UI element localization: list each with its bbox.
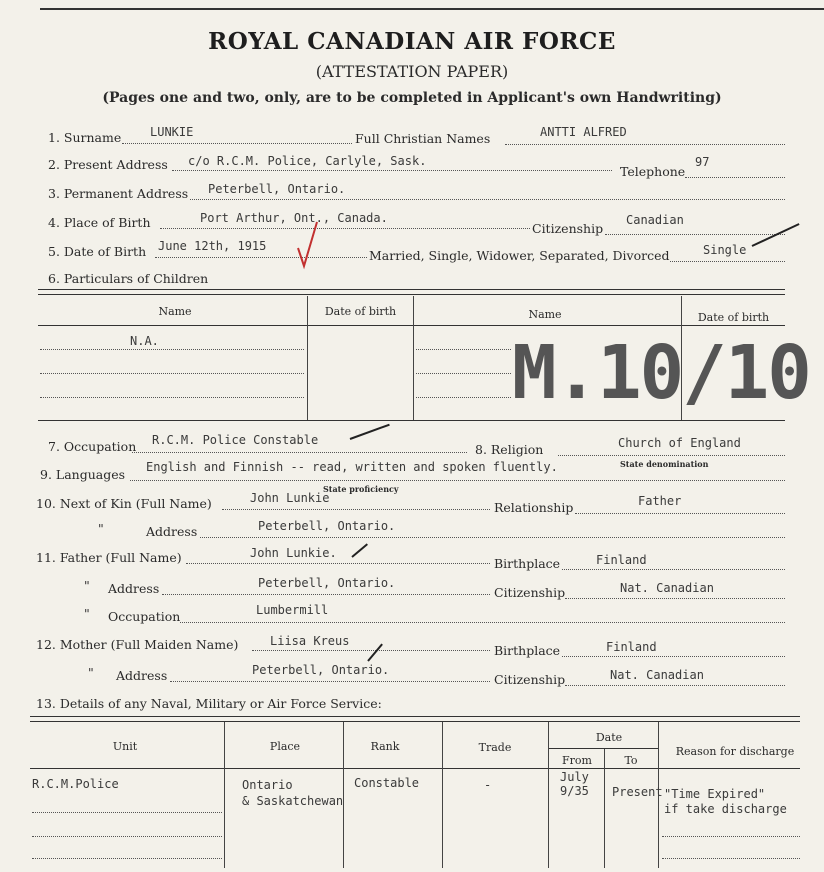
father-ditto-2: " [84,606,90,621]
children-header-name-2: Name [528,308,562,321]
service-from-value-2: 9/35 [560,784,589,798]
permanent-address-label: 3. Permanent Address [48,186,189,201]
children-header-name-1: Name [158,305,192,318]
place-of-birth-label: 4. Place of Birth [48,215,151,230]
handwriting-instruction: (Pages one and two, only, are to be completed in Applicant's own Handwriting) [102,90,722,106]
surname-label: 1. Surname [48,130,122,145]
service-header-date: Date [595,731,623,744]
service-row-line-5 [662,858,800,859]
father-citizenship-value: Nat. Canadian [620,581,714,595]
christian-names-value: ANTTI ALFRED [540,125,627,139]
service-row-line-4 [662,836,800,837]
service-reason-value-2: if take discharge [664,802,787,816]
nok-address-label: Address [146,524,198,539]
father-ditto-1: " [84,578,90,593]
service-row-line-1 [32,812,222,813]
religion-line [558,455,785,456]
pen-tick-occupation [350,424,390,440]
father-address-line [162,594,490,595]
mother-citizenship-label: Citizenship [494,672,566,687]
service-divider-3 [442,722,443,868]
telephone-label: Telephone [620,164,686,179]
children-row-line-1 [40,349,304,350]
next-of-kin-label: 10. Next of Kin (Full Name) [36,496,212,511]
children-header-dob-2: Date of birth [697,311,770,324]
service-place-value-1: Ontario [242,778,293,792]
father-occupation-line [180,622,785,623]
children-header-dob-1: Date of birth [324,305,397,318]
father-occupation-value: Lumbermill [256,603,329,617]
father-label: 11. Father (Full Name) [36,550,182,565]
languages-line [130,480,785,481]
father-address-label: Address [108,581,160,596]
children-first-cell: N.A. [130,334,159,348]
telephone-value: 97 [695,155,710,169]
children-row-line-3 [40,397,304,398]
mother-address-value: Peterbell, Ontario. [252,663,390,677]
date-of-birth-value: June 12th, 1915 [158,239,267,253]
children-label: 6. Particulars of Children [48,271,209,286]
service-header-trade: Trade [478,741,512,754]
mother-ditto: " [88,665,94,680]
father-citizenship-label: Citizenship [494,585,566,600]
children-divider-2 [413,296,414,420]
service-header-unit: Unit [112,740,138,753]
children-header-rule [38,325,785,326]
mother-birthplace-label: Birthplace [494,643,561,658]
service-row-line-2 [32,836,222,837]
father-birthplace-label: Birthplace [494,556,561,571]
mother-value: Liisa Kreus [270,634,350,648]
marital-status-label: Married, Single, Widower, Separated, Divorced [369,248,670,263]
marital-status-value: Single [703,243,747,257]
service-header-rank: Rank [370,740,400,753]
present-address-line [172,170,612,171]
permanent-address-line [190,199,785,200]
children-table-bottom [38,420,785,421]
service-row-line-3 [32,858,222,859]
service-divider-5 [604,749,605,868]
languages-label: 9. Languages [40,467,126,482]
document-title: ROYAL CANADIAN AIR FORCE [208,28,616,55]
christian-names-line [505,144,785,145]
service-from-value-1: July [560,770,589,784]
religion-label: 8. Religion [475,442,544,457]
service-label: 13. Details of any Naval, Military or Air Force Service: [36,696,382,711]
father-line [186,563,490,564]
service-header-to: To [624,754,638,767]
father-address-value: Peterbell, Ontario. [258,576,396,590]
children-row-line-6 [416,397,511,398]
service-rank-value: Constable [354,776,420,790]
file-stamp: M.10/10 [512,330,810,416]
relationship-label: Relationship [494,500,574,515]
marital-status-line [670,261,785,262]
permanent-address-value: Peterbell, Ontario. [208,182,346,196]
father-occupation-label: Occupation [108,609,181,624]
citizenship-value: Canadian [626,213,684,227]
children-table-top2 [38,294,785,295]
children-table-top [38,289,785,290]
children-row-line-2 [40,373,304,374]
occupation-value: R.C.M. Police Constable [152,433,319,447]
mother-line [252,650,490,651]
children-row-line-5 [416,373,511,374]
mother-birthplace-value: Finland [606,640,657,654]
next-of-kin-line [222,509,490,510]
service-header-place: Place [269,740,301,753]
nok-ditto-mark: " [98,521,104,536]
date-of-birth-label: 5. Date of Birth [48,244,147,259]
pen-tick-father [351,543,368,557]
service-table-top [30,716,800,717]
service-header-rule [30,768,800,769]
state-denomination-note: State denomination [620,459,709,469]
religion-value: Church of England [618,436,741,450]
christian-names-label: Full Christian Names [355,131,491,146]
service-divider-4 [548,722,549,868]
place-of-birth-line [160,228,530,229]
present-address-value: c/o R.C.M. Police, Carlyle, Sask. [188,154,427,168]
service-reason-value-1: "Time Expired" [664,787,766,801]
languages-value: English and Finnish -- read, written and spoken fluently. [146,460,558,474]
service-to-value: Present [612,785,663,799]
mother-birthplace-line [562,656,785,657]
service-trade-value: - [484,778,492,792]
father-value: John Lunkie. [250,546,337,560]
relationship-value: Father [638,494,682,508]
surname-line [122,143,352,144]
father-birthplace-line [562,569,785,570]
service-header-from: From [562,754,592,767]
children-row-line-4 [416,349,511,350]
red-check-mark [295,218,325,270]
nok-address-line [200,537,785,538]
date-of-birth-line [155,257,367,258]
nok-address-value: Peterbell, Ontario. [258,519,396,533]
present-address-label: 2. Present Address [48,157,168,172]
occupation-line [132,452,467,453]
citizenship-line [605,234,785,235]
occupation-label: 7. Occupation [48,439,137,454]
relationship-line [575,513,785,514]
service-unit-value: R.C.M.Police [32,777,119,791]
father-birthplace-value: Finland [596,553,647,567]
mother-address-label: Address [116,668,168,683]
children-divider-1 [307,296,308,420]
top-border [40,8,824,10]
father-citizenship-line [565,598,785,599]
service-place-value-2: & Saskatchewan [242,794,344,808]
telephone-line [685,177,785,178]
pen-tick-mother [367,644,383,662]
service-divider-1 [224,722,225,868]
mother-citizenship-value: Nat. Canadian [610,668,704,682]
mother-label: 12. Mother (Full Maiden Name) [36,637,239,652]
state-proficiency-note: State proficiency [323,484,399,494]
mother-citizenship-line [565,685,785,686]
surname-value: LUNKIE [150,125,194,139]
pen-tick-marital [752,223,800,247]
mother-address-line [170,681,490,682]
document-subtitle: (ATTESTATION PAPER) [315,62,509,81]
service-header-reason: Reason for discharge [675,745,795,758]
citizenship-label: Citizenship [532,221,604,236]
place-of-birth-value: Port Arthur, Ont., Canada. [200,211,388,225]
service-table-top2 [30,721,800,722]
next-of-kin-value: John Lunkie [250,491,330,505]
date-subheader-rule [548,748,658,749]
